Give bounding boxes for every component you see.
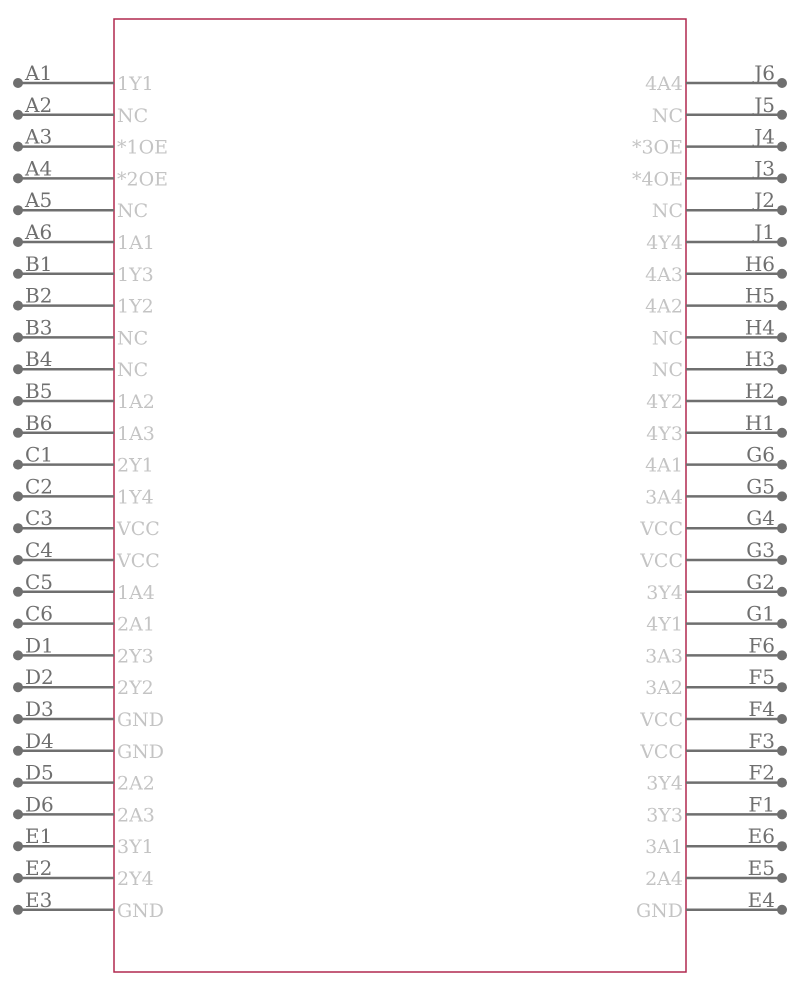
pin-G5 (645, 474, 787, 508)
pin-number: A6 (25, 220, 53, 244)
pin-name: 2Y1 (117, 454, 154, 477)
pin-G6 (645, 443, 787, 477)
pin-endpoint (777, 237, 787, 247)
pin-name: 1A1 (117, 232, 155, 254)
left-pin-column (13, 61, 168, 922)
pin-H3 (652, 347, 787, 381)
pin-endpoint (777, 809, 787, 819)
pin-endpoint (13, 491, 23, 501)
pin-number: D1 (25, 633, 54, 658)
pin-name: 1Y4 (117, 486, 154, 509)
pin-endpoint (777, 841, 787, 851)
pin-number: F3 (748, 728, 775, 753)
pin-G4 (639, 506, 787, 540)
pin-J5 (652, 93, 787, 127)
pin-number: E6 (747, 824, 775, 849)
pin-F1 (646, 792, 787, 826)
pin-F6 (645, 633, 787, 667)
pin-number: A1 (25, 61, 53, 85)
pin-D6 (13, 792, 155, 826)
pin-name: 4A1 (645, 454, 683, 477)
pin-endpoint (13, 650, 23, 660)
pin-D4 (13, 729, 164, 763)
pin-A4 (13, 156, 168, 190)
pin-endpoint (13, 78, 23, 88)
pin-endpoint (13, 746, 23, 756)
pin-name: 2A2 (117, 772, 155, 795)
pin-B3 (13, 315, 148, 349)
pin-name: 1A3 (117, 422, 155, 445)
pin-number: J5 (754, 92, 775, 117)
pin-number: F1 (748, 792, 775, 817)
right-pin-column (632, 61, 787, 922)
pin-endpoint (13, 205, 23, 215)
pin-C5 (13, 570, 155, 604)
pin-name: 1Y1 (117, 73, 154, 95)
pin-E5 (645, 856, 787, 890)
pin-number: H4 (744, 315, 775, 340)
pin-H5 (645, 284, 787, 318)
pin-H6 (645, 252, 787, 286)
pin-name: VCC (640, 550, 683, 572)
pin-number: D4 (25, 728, 54, 753)
pin-name: VCC (117, 550, 160, 572)
pin-F4 (639, 697, 787, 731)
pin-number: A5 (25, 188, 53, 213)
pin-number: B1 (25, 251, 53, 276)
pin-name: GND (117, 709, 165, 731)
pin-number: G6 (746, 442, 775, 467)
pin-name: VCC (640, 518, 683, 541)
pin-name: GND (117, 740, 165, 763)
pin-number: J3 (754, 156, 775, 181)
pin-J4 (632, 125, 787, 159)
pin-B6 (13, 411, 155, 445)
pin-name: 2A3 (117, 804, 155, 827)
pin-B2 (13, 284, 154, 318)
pin-endpoint (777, 714, 787, 724)
pin-endpoint (777, 269, 787, 279)
pin-endpoint (777, 873, 787, 883)
pin-name: 1Y3 (117, 263, 154, 286)
pin-endpoint (777, 523, 787, 533)
pin-A5 (13, 188, 148, 222)
pin-endpoint (13, 555, 23, 565)
pin-name: *4OE (631, 168, 683, 191)
pin-number: D5 (25, 760, 54, 785)
pin-D5 (13, 761, 155, 795)
pin-G2 (646, 570, 787, 604)
pin-name: 2Y4 (117, 868, 154, 890)
pin-endpoint (13, 809, 23, 819)
pin-F3 (639, 729, 787, 763)
pin-F2 (646, 761, 787, 795)
pin-endpoint (13, 714, 23, 724)
pin-H2 (646, 379, 787, 413)
pin-J2 (652, 188, 787, 222)
pin-number: G4 (746, 506, 775, 531)
pin-number: J2 (754, 188, 775, 213)
component-body (114, 19, 686, 972)
pin-endpoint (13, 364, 23, 374)
pin-number: F6 (748, 633, 775, 658)
pin-C2 (13, 474, 154, 508)
pin-name: 3A2 (645, 677, 683, 700)
pin-A2 (13, 93, 148, 127)
pin-B5 (13, 379, 155, 413)
pin-A6 (13, 220, 155, 254)
pin-endpoint (777, 460, 787, 470)
pin-endpoint (13, 237, 23, 247)
pin-name: *1OE (117, 136, 169, 159)
pin-D2 (13, 665, 154, 699)
pin-name: 2A4 (645, 868, 683, 890)
pin-endpoint (13, 396, 23, 406)
pin-G3 (639, 538, 787, 572)
pin-endpoint (13, 619, 23, 629)
pin-endpoint (13, 778, 23, 788)
pin-endpoint (777, 905, 787, 915)
pin-number: E5 (747, 856, 775, 880)
pin-C6 (13, 602, 155, 636)
pin-name: VCC (640, 740, 683, 763)
pin-number: C5 (25, 569, 54, 594)
pin-number: E2 (25, 856, 53, 880)
pin-name: 3Y1 (117, 836, 154, 859)
pin-J6 (645, 61, 787, 95)
pin-name: 1Y2 (117, 295, 154, 318)
pin-number: F4 (748, 697, 775, 721)
pin-name: 1A4 (117, 581, 155, 604)
pin-name: 3A4 (645, 486, 683, 509)
pin-number: F5 (748, 665, 775, 690)
pin-endpoint (777, 746, 787, 756)
pin-number: H5 (744, 283, 775, 308)
pin-endpoint (777, 173, 787, 183)
pin-E1 (13, 824, 154, 858)
pin-A1 (13, 61, 154, 95)
pin-number: H2 (744, 379, 775, 403)
pin-name: 4A3 (645, 263, 683, 286)
pin-number: B2 (25, 283, 53, 308)
pin-C4 (13, 538, 160, 572)
pin-E2 (13, 856, 154, 890)
pin-name: 3Y4 (646, 581, 683, 604)
pin-endpoint (777, 301, 787, 311)
pin-C1 (13, 443, 154, 477)
pin-E3 (13, 888, 164, 922)
pin-name: NC (651, 359, 683, 382)
pin-number: H1 (744, 410, 775, 435)
pin-endpoint (13, 682, 23, 692)
pin-endpoint (13, 269, 23, 279)
pin-C3 (13, 506, 160, 540)
pin-endpoint (777, 110, 787, 120)
pin-endpoint (13, 905, 23, 915)
pin-endpoint (777, 205, 787, 215)
pin-name: NC (651, 104, 683, 127)
pin-number: A2 (25, 92, 53, 117)
pin-number: C6 (25, 601, 54, 626)
pin-endpoint (777, 587, 787, 597)
pin-number: B5 (25, 379, 53, 403)
pin-name: 3A3 (645, 645, 683, 668)
pin-endpoint (13, 587, 23, 597)
pin-number: A4 (25, 156, 53, 181)
pin-name: NC (651, 200, 683, 223)
pin-B4 (13, 347, 148, 381)
pin-endpoint (777, 428, 787, 438)
pin-endpoint (777, 396, 787, 406)
pin-E6 (645, 824, 787, 858)
pin-endpoint (13, 301, 23, 311)
pin-endpoint (777, 332, 787, 342)
pin-endpoint (777, 364, 787, 374)
pin-name: 4A2 (645, 295, 683, 318)
pin-endpoint (13, 428, 23, 438)
pin-B1 (13, 252, 154, 286)
pin-J1 (646, 220, 787, 254)
pin-number: E1 (25, 824, 53, 849)
pin-endpoint (13, 142, 23, 152)
pin-A3 (13, 125, 168, 159)
pin-name: 3A1 (645, 836, 683, 859)
pin-E4 (636, 888, 787, 922)
pin-endpoint (777, 78, 787, 88)
pin-number: A3 (25, 124, 53, 149)
pin-name: NC (117, 327, 149, 350)
pin-number: E4 (747, 887, 775, 912)
pin-number: C1 (25, 442, 54, 467)
pin-name: VCC (640, 709, 683, 731)
pin-G1 (646, 602, 787, 636)
pin-name: *3OE (631, 136, 683, 159)
pin-number: E3 (25, 887, 53, 912)
pin-endpoint (13, 332, 23, 342)
pin-H4 (652, 315, 787, 349)
pin-name: 4Y3 (646, 422, 683, 445)
pin-endpoint (13, 841, 23, 851)
pin-name: NC (117, 359, 149, 382)
pin-number: D2 (25, 665, 54, 690)
pin-endpoint (13, 523, 23, 533)
pin-name: 2Y3 (117, 645, 154, 668)
pin-number: H3 (744, 347, 775, 372)
pin-number: F2 (748, 760, 775, 785)
pin-endpoint (777, 682, 787, 692)
pin-number: B4 (25, 347, 53, 372)
pin-endpoint (777, 142, 787, 152)
pin-name: 1A2 (117, 391, 155, 413)
pin-name: 4Y2 (646, 391, 683, 413)
pin-name: 2Y2 (117, 677, 154, 700)
pin-name: 3Y3 (646, 804, 683, 827)
pin-endpoint (13, 873, 23, 883)
pin-name: 4Y4 (646, 232, 683, 254)
pin-name: 4Y1 (646, 613, 683, 636)
pin-endpoint (777, 555, 787, 565)
pin-number: B6 (25, 410, 53, 435)
pin-number: J4 (754, 124, 775, 149)
pin-endpoint (777, 491, 787, 501)
pin-endpoint (777, 619, 787, 629)
pin-number: J6 (754, 61, 775, 85)
pin-F5 (645, 665, 787, 699)
pin-number: G1 (746, 601, 775, 626)
pin-endpoint (13, 110, 23, 120)
pin-J3 (632, 156, 787, 190)
pin-endpoint (777, 778, 787, 788)
pin-number: C2 (25, 474, 54, 499)
pin-name: *2OE (117, 168, 169, 191)
pin-number: C3 (25, 506, 54, 531)
pin-name: 3Y4 (646, 772, 683, 795)
pin-D3 (13, 697, 164, 731)
pin-D1 (13, 633, 154, 667)
pin-number: D6 (25, 792, 54, 817)
pin-number: J1 (754, 220, 775, 244)
pin-number: C4 (25, 538, 54, 562)
pin-name: 4A4 (645, 73, 683, 95)
pin-number: G5 (746, 474, 775, 499)
pin-name: 2A1 (117, 613, 155, 636)
pin-name: NC (117, 104, 149, 127)
pin-endpoint (13, 173, 23, 183)
pin-name: GND (117, 899, 165, 922)
pin-number: G3 (746, 538, 775, 562)
pin-number: B3 (25, 315, 53, 340)
pin-number: D3 (25, 697, 54, 721)
pin-endpoint (13, 460, 23, 470)
pin-name: VCC (117, 518, 160, 541)
pin-name: GND (635, 899, 683, 922)
pin-endpoint (777, 650, 787, 660)
pin-H1 (646, 411, 787, 445)
pin-name: NC (117, 200, 149, 223)
pin-name: NC (651, 327, 683, 350)
pin-number: H6 (744, 251, 775, 276)
pin-number: G2 (746, 569, 775, 594)
